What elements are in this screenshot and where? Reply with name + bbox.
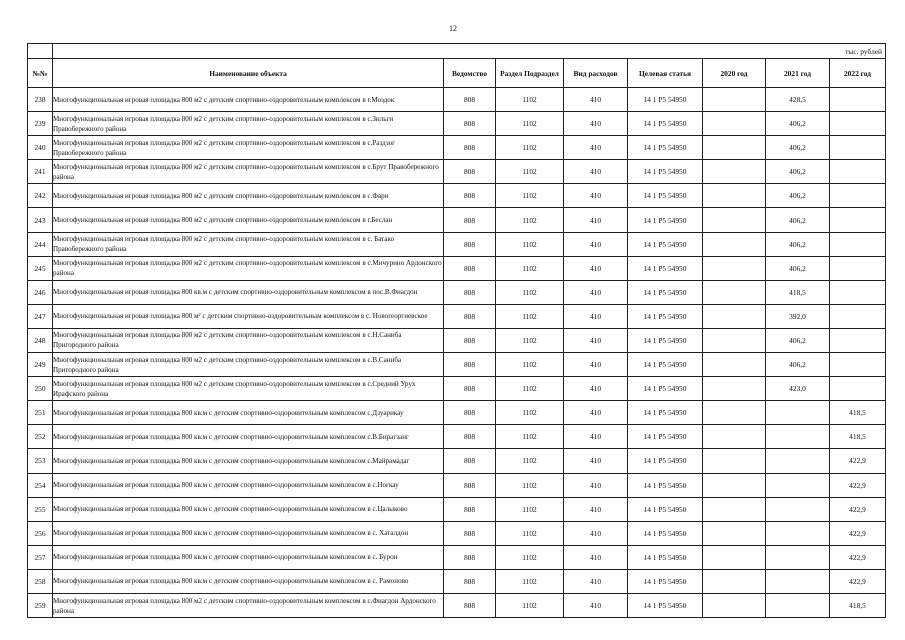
department: 808	[444, 569, 496, 593]
department: 808	[444, 160, 496, 184]
amount-2022	[830, 353, 886, 377]
expense-type: 410	[564, 112, 628, 136]
section: 1102	[496, 521, 564, 545]
target-item: 14 1 Р5 54950	[628, 497, 703, 521]
amount-2022	[830, 280, 886, 304]
amount-2022: 418,5	[830, 593, 886, 617]
section: 1102	[496, 112, 564, 136]
amount-2022	[830, 112, 886, 136]
expense-type: 410	[564, 208, 628, 232]
expense-type: 410	[564, 256, 628, 280]
row-number: 253	[28, 449, 53, 473]
row-number: 240	[28, 136, 53, 160]
target-item: 14 1 Р5 54950	[628, 545, 703, 569]
target-item: 14 1 Р5 54950	[628, 569, 703, 593]
table-row	[28, 88, 886, 112]
amount-2021: 392,0	[766, 304, 830, 328]
section: 1102	[496, 593, 564, 617]
amount-2022: 422,9	[830, 521, 886, 545]
amount-2021	[766, 521, 830, 545]
department: 808	[444, 377, 496, 401]
row-number: 256	[28, 521, 53, 545]
section: 1102	[496, 353, 564, 377]
table-row	[28, 425, 886, 449]
expense-type: 410	[564, 160, 628, 184]
amount-2022	[830, 184, 886, 208]
object-name: Многофункциональная игровая площадка 800 м2 с детским спортивно-оздоровительным комплексом в с.Брут Правобережного района	[53, 160, 444, 184]
amount-2021: 406,2	[766, 232, 830, 256]
amount-2022	[830, 136, 886, 160]
amount-2022	[830, 328, 886, 352]
expense-type: 410	[564, 353, 628, 377]
expense-type: 410	[564, 184, 628, 208]
amount-2022: 422,9	[830, 497, 886, 521]
section: 1102	[496, 88, 564, 112]
amount-2022	[830, 304, 886, 328]
department: 808	[444, 425, 496, 449]
section: 1102	[496, 328, 564, 352]
table-row	[28, 593, 886, 617]
target-item: 14 1 Р5 54950	[628, 184, 703, 208]
amount-2022	[830, 88, 886, 112]
department: 808	[444, 88, 496, 112]
department: 808	[444, 208, 496, 232]
header-year-2020: 2020 год	[703, 59, 766, 88]
department: 808	[444, 136, 496, 160]
amount-2021: 406,2	[766, 136, 830, 160]
object-name: Многофункциональная игровая площадка 800 м2 с детским спортивно-оздоровительным комплексом в г.Беслан	[53, 208, 444, 232]
table-row	[28, 280, 886, 304]
amount-2021	[766, 545, 830, 569]
table-row	[28, 521, 886, 545]
target-item: 14 1 Р5 54950	[628, 425, 703, 449]
object-name: Многофункциональная игровая площадка 800 м2 с детским спортивно-оздоровительным комплексом в с.Н.Саниба Пригородного района	[53, 328, 444, 352]
amount-2020	[703, 328, 766, 352]
row-number: 242	[28, 184, 53, 208]
section: 1102	[496, 208, 564, 232]
object-name: Многофункциональная игровая площадка 800 кв.м с детским спортивно-оздоровительным комплексом в с. Хаталдон	[53, 521, 444, 545]
target-item: 14 1 Р5 54950	[628, 112, 703, 136]
table-row	[28, 353, 886, 377]
table-row	[28, 208, 886, 232]
object-name: Многофункциональная игровая площадка 800 м2 с детским спортивно-оздоровительным комплексом в с. Батако Правобережного района	[53, 232, 444, 256]
row-number: 249	[28, 353, 53, 377]
amount-2022: 418,5	[830, 401, 886, 425]
header-year-2021: 2021 год	[766, 59, 830, 88]
amount-2022: 422,9	[830, 449, 886, 473]
expense-type: 410	[564, 328, 628, 352]
target-item: 14 1 Р5 54950	[628, 160, 703, 184]
amount-2022	[830, 160, 886, 184]
object-name: Многофункциональная игровая площадка 800 м2 с детским спортивно-оздоровительным комплексом в с.В.Саниба Пригородного района	[53, 353, 444, 377]
target-item: 14 1 Р5 54950	[628, 521, 703, 545]
target-item: 14 1 Р5 54950	[628, 304, 703, 328]
object-name: Многофункциональная игровая площадка 800 кв.м с детским спортивно-оздоровительным комплексом в с.Ногкау	[53, 473, 444, 497]
row-number: 250	[28, 377, 53, 401]
amount-2020	[703, 497, 766, 521]
target-item: 14 1 Р5 54950	[628, 473, 703, 497]
expense-type: 410	[564, 425, 628, 449]
department: 808	[444, 497, 496, 521]
expense-type: 410	[564, 280, 628, 304]
amount-2020	[703, 304, 766, 328]
row-number: 247	[28, 304, 53, 328]
section: 1102	[496, 401, 564, 425]
amount-2021	[766, 473, 830, 497]
table-row	[28, 449, 886, 473]
row-number: 248	[28, 328, 53, 352]
header-row	[28, 59, 886, 88]
object-name: Многофункциональная игровая площадка 800 кв.м с детским спортивно-оздоровительным комплексом в с.Цалыково	[53, 497, 444, 521]
object-name: Многофункциональная игровая площадка 800 м2 с детским спортивно-оздоровительным комплексом в с.Мичурино Ардонского района	[53, 256, 444, 280]
table-row	[28, 545, 886, 569]
header-year-2022: 2022 год	[830, 59, 886, 88]
amount-2020	[703, 401, 766, 425]
expense-type: 410	[564, 88, 628, 112]
amount-2021: 418,5	[766, 280, 830, 304]
section: 1102	[496, 256, 564, 280]
amount-2020	[703, 545, 766, 569]
target-item: 14 1 Р5 54950	[628, 353, 703, 377]
department: 808	[444, 401, 496, 425]
department: 808	[444, 112, 496, 136]
amount-2020	[703, 88, 766, 112]
department: 808	[444, 473, 496, 497]
table-row	[28, 160, 886, 184]
table-row	[28, 328, 886, 352]
department: 808	[444, 593, 496, 617]
header-object-name: Наименование объекта	[53, 59, 444, 88]
section: 1102	[496, 136, 564, 160]
amount-2020	[703, 160, 766, 184]
amount-2022: 422,9	[830, 545, 886, 569]
row-number: 255	[28, 497, 53, 521]
row-number: 238	[28, 88, 53, 112]
object-name: Многофункциональная игровая площадка 800 м² с детским спортивно-оздоровительным комплексом в с. Новогеоргиевское	[53, 304, 444, 328]
amount-2021	[766, 401, 830, 425]
amount-2020	[703, 449, 766, 473]
object-name: Многофункциональная игровая площадка 800 кв.м с детским спортивно-оздоровительным комплексом в пос.В.Фиагдон	[53, 280, 444, 304]
table-row	[28, 377, 886, 401]
header-department: Ведомство	[444, 59, 496, 88]
expense-type: 410	[564, 136, 628, 160]
target-item: 14 1 Р5 54950	[628, 449, 703, 473]
amount-2020	[703, 521, 766, 545]
department: 808	[444, 184, 496, 208]
target-item: 14 1 Р5 54950	[628, 232, 703, 256]
row-number: 254	[28, 473, 53, 497]
department: 808	[444, 232, 496, 256]
amount-2021: 428,5	[766, 88, 830, 112]
table-row	[28, 136, 886, 160]
units-label: тыс. рублей	[53, 44, 886, 59]
amount-2021	[766, 593, 830, 617]
expense-type: 410	[564, 304, 628, 328]
amount-2022: 418,5	[830, 425, 886, 449]
target-item: 14 1 Р5 54950	[628, 208, 703, 232]
row-number: 243	[28, 208, 53, 232]
object-name: Многофункциональная игровая площадка 800 кв.м с детским спортивно-оздоровительным комплексом с.Дзуарикау	[53, 401, 444, 425]
amount-2020	[703, 136, 766, 160]
target-item: 14 1 Р5 54950	[628, 328, 703, 352]
expense-type: 410	[564, 521, 628, 545]
expense-type: 410	[564, 593, 628, 617]
expense-type: 410	[564, 232, 628, 256]
header-target-item: Целевая статья	[628, 59, 703, 88]
amount-2022	[830, 232, 886, 256]
table-row	[28, 184, 886, 208]
expense-type: 410	[564, 545, 628, 569]
amount-2021	[766, 569, 830, 593]
object-name: Многофункциональная игровая площадка 800 кв.м с детским спортивно-оздоровительным комплексом с.В.Бирагзанг	[53, 425, 444, 449]
amount-2020	[703, 280, 766, 304]
amount-2022	[830, 377, 886, 401]
units-blank-cell	[28, 44, 53, 59]
target-item: 14 1 Р5 54950	[628, 593, 703, 617]
header-number: №№	[28, 59, 53, 88]
row-number: 245	[28, 256, 53, 280]
amount-2020	[703, 569, 766, 593]
department: 808	[444, 328, 496, 352]
object-name: Многофункциональная игровая площадка 800 м2 с детским спортивно-оздоровительным комплексом в с.Раздзог Правобережного района	[53, 136, 444, 160]
expense-type: 410	[564, 473, 628, 497]
amount-2022	[830, 208, 886, 232]
amount-2021: 406,2	[766, 353, 830, 377]
amount-2021: 406,2	[766, 208, 830, 232]
object-name: Многофункциональная игровая площадка 800 м2 с детским спортивно-оздоровительным комплексом в с.Зильги Правобережного района	[53, 112, 444, 136]
table-row	[28, 304, 886, 328]
header-section: Раздел Подраздел	[496, 59, 564, 88]
amount-2021: 406,2	[766, 184, 830, 208]
expense-type: 410	[564, 569, 628, 593]
page-number: 12	[449, 24, 457, 33]
expense-type: 410	[564, 497, 628, 521]
amount-2021	[766, 425, 830, 449]
section: 1102	[496, 449, 564, 473]
amount-2021: 406,2	[766, 160, 830, 184]
amount-2022	[830, 256, 886, 280]
department: 808	[444, 353, 496, 377]
object-name: Многофункциональная игровая площадка 800 м2 с детским спортивно-оздоровительным комплексом в с.Фиагдон Ардонского района	[53, 593, 444, 617]
budget-table	[27, 43, 886, 618]
expense-type: 410	[564, 377, 628, 401]
object-name: Многофункциональная игровая площадка 800 кв.м с детским спортивно-оздоровительным комплексом с.Майрамадаг	[53, 449, 444, 473]
row-number: 259	[28, 593, 53, 617]
amount-2022: 422,9	[830, 473, 886, 497]
section: 1102	[496, 545, 564, 569]
expense-type: 410	[564, 401, 628, 425]
section: 1102	[496, 425, 564, 449]
department: 808	[444, 521, 496, 545]
row-number: 241	[28, 160, 53, 184]
target-item: 14 1 Р5 54950	[628, 377, 703, 401]
section: 1102	[496, 377, 564, 401]
amount-2020	[703, 184, 766, 208]
amount-2020	[703, 112, 766, 136]
section: 1102	[496, 184, 564, 208]
table-row	[28, 256, 886, 280]
amount-2020	[703, 232, 766, 256]
row-number: 239	[28, 112, 53, 136]
section: 1102	[496, 569, 564, 593]
object-name: Многофункциональная игровая площадка 800 кв.м с детским спортивно-оздоровительным комплексом в с. Рамоново	[53, 569, 444, 593]
section: 1102	[496, 232, 564, 256]
amount-2020	[703, 208, 766, 232]
amount-2022: 422,9	[830, 569, 886, 593]
row-number: 251	[28, 401, 53, 425]
object-name: Многофункциональная игровая площадка 800 кв.м с детским спортивно-оздоровительным комплексом в с. Бурон	[53, 545, 444, 569]
amount-2021: 423,0	[766, 377, 830, 401]
section: 1102	[496, 497, 564, 521]
row-number: 246	[28, 280, 53, 304]
table-row	[28, 401, 886, 425]
amount-2021: 406,2	[766, 328, 830, 352]
table-row	[28, 569, 886, 593]
row-number: 244	[28, 232, 53, 256]
amount-2021	[766, 449, 830, 473]
table-row	[28, 112, 886, 136]
target-item: 14 1 Р5 54950	[628, 401, 703, 425]
object-name: Многофункциональная игровая площадка 800 м2 с детским спортивно-оздоровительным комплексом в с.Фарн	[53, 184, 444, 208]
row-number: 257	[28, 545, 53, 569]
row-number: 258	[28, 569, 53, 593]
department: 808	[444, 449, 496, 473]
amount-2020	[703, 256, 766, 280]
amount-2021	[766, 497, 830, 521]
amount-2021: 406,2	[766, 112, 830, 136]
department: 808	[444, 280, 496, 304]
amount-2020	[703, 377, 766, 401]
section: 1102	[496, 280, 564, 304]
object-name: Многофункциональная игровая площадка 800 м2 с детским спортивно-оздоровительным комплексом в с.Средний Урух Ирафского района	[53, 377, 444, 401]
object-name: Многофункциональная игровая площадка 800 м2 с детским спортивно-оздоровительным комплексом в г.Моздок	[53, 88, 444, 112]
section: 1102	[496, 160, 564, 184]
expense-type: 410	[564, 449, 628, 473]
units-row	[28, 44, 886, 59]
amount-2020	[703, 473, 766, 497]
department: 808	[444, 545, 496, 569]
amount-2020	[703, 593, 766, 617]
header-expense-type: Вид расходов	[564, 59, 628, 88]
section: 1102	[496, 473, 564, 497]
target-item: 14 1 Р5 54950	[628, 280, 703, 304]
target-item: 14 1 Р5 54950	[628, 256, 703, 280]
table-row	[28, 473, 886, 497]
amount-2020	[703, 425, 766, 449]
amount-2021: 406,2	[766, 256, 830, 280]
table-row	[28, 232, 886, 256]
target-item: 14 1 Р5 54950	[628, 136, 703, 160]
target-item: 14 1 Р5 54950	[628, 88, 703, 112]
row-number: 252	[28, 425, 53, 449]
department: 808	[444, 256, 496, 280]
section: 1102	[496, 304, 564, 328]
department: 808	[444, 304, 496, 328]
table-row	[28, 497, 886, 521]
amount-2020	[703, 353, 766, 377]
